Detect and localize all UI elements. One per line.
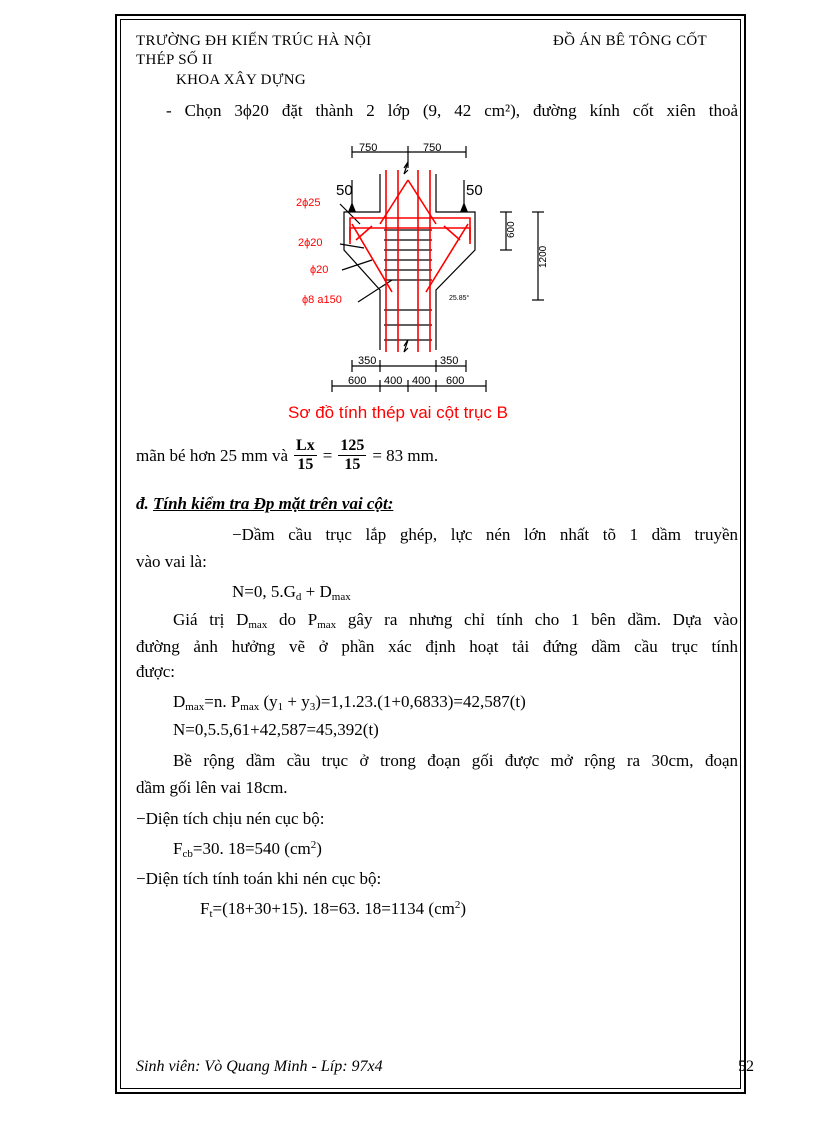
fraction-lx-num: Lx: [296, 437, 315, 454]
dim-bot-350-left: 350: [358, 355, 377, 367]
eq-dmax-part: + y: [283, 692, 310, 711]
equals-sign: =: [322, 445, 333, 465]
section-heading: [136, 494, 393, 514]
para1-line1: −Dầm cầu trục lắp ghép, lực nén lớn nhất tõ 1 dầm truyền: [232, 525, 738, 544]
rebar-diagram: [280, 140, 560, 400]
para2-sub: max: [248, 619, 268, 631]
area2-sup: 2: [454, 899, 461, 911]
para2-part: Giá trị D: [173, 610, 249, 629]
header-school: TRƯỜNG ĐH KIẾN TRÚC HÀ NỘI: [136, 33, 372, 49]
dim-bot-350-right: 350: [440, 355, 459, 367]
dim-bot-400-left: 400: [384, 375, 403, 387]
text-choose-rebar: - Chọn 3ϕ20 đặt thành 2 lớp (9, 42 cm²), đường kính cốt xiên thoả: [166, 101, 738, 120]
eq-n-part: + D: [301, 582, 332, 601]
area1-part: F: [173, 839, 183, 858]
fraction-lx-den: 15: [297, 456, 314, 473]
para2-part: do P: [267, 610, 318, 629]
figure-caption: Sơ đồ tính thép vai cột trục B: [288, 403, 508, 422]
equation-n2: N=0,5.5,61+42,587=45,392(t): [173, 720, 379, 739]
area1-sup: 2: [310, 839, 317, 851]
fraction-lx-15: [294, 437, 317, 474]
rebar-label-2phi25: 2ϕ25: [296, 197, 321, 209]
eq-dmax-part: D: [173, 692, 186, 711]
section-title: Tính kiểm tra Đp mặt trên vai cột:: [153, 494, 394, 513]
header-project: ĐỒ ÁN BÊ TÔNG CỐT: [553, 33, 707, 49]
load-arrow-right: [460, 202, 468, 212]
area1-part: ): [316, 839, 322, 858]
para2-line3: được:: [136, 662, 175, 681]
para2-part: gây ra nhưng chỉ tính cho 1 bên dầm. Dựa vào: [336, 610, 738, 629]
para2-line1: [173, 610, 738, 631]
para3-line1: Bề rộng dầm cầu trục ở trong đoạn gối được mở rộng ra 30cm, đoạn: [173, 751, 738, 770]
area2-part: F: [200, 899, 210, 918]
header-project-cont: THÉP SỐ II: [136, 52, 213, 68]
para3-line2: dầm gối lên vai 18cm.: [136, 778, 288, 797]
dim-bot-600-right: 600: [446, 375, 465, 387]
load-label-right: 50: [466, 182, 483, 199]
text-diameter-post: = 83 mm.: [372, 445, 439, 465]
eq-dmax-sub: max: [240, 701, 260, 713]
dim-bot-400-right: 400: [412, 375, 431, 387]
area1-equation: [173, 839, 322, 860]
dim-top-left: 750: [359, 142, 378, 154]
eq-dmax-sub: 3: [309, 701, 316, 713]
load-label-left: 50: [336, 182, 353, 199]
section-label: đ.: [136, 494, 149, 513]
fraction-125-15: [338, 437, 366, 474]
equation-n: [232, 582, 351, 603]
fraction-125-num: 125: [340, 437, 365, 454]
para2-sub: max: [317, 619, 337, 631]
load-arrow-left: [348, 202, 356, 212]
area1-part: =30. 18=540 (cm: [192, 839, 311, 858]
area2-label: −Diện tích tính toán khi nén cục bộ:: [136, 869, 382, 888]
dim-1200: 1200: [538, 245, 549, 268]
eq-n-part: N=0, 5.G: [232, 582, 296, 601]
rebar-label-2phi20: 2ϕ20: [298, 237, 323, 249]
footer-student: Sinh viên: Vò Quang Minh - Líp: 97x4: [136, 1058, 383, 1075]
header-faculty: KHOA XÂY DỰNG: [176, 72, 306, 88]
area2-part: =(18+30+15). 18=63. 18=1134 (cm: [212, 899, 455, 918]
rebar-label-phi20: ϕ20: [310, 264, 329, 276]
area2-equation: [200, 899, 466, 920]
eq-dmax-sub: 1: [277, 701, 284, 713]
eq-n-sub: d: [295, 591, 302, 603]
eq-dmax-part: (y: [259, 692, 278, 711]
area1-label: −Diện tích chịu nén cục bộ:: [136, 809, 325, 828]
rebar-label-phi8: ϕ8 a150: [302, 294, 342, 306]
eq-dmax-part: =n. P: [204, 692, 241, 711]
equation-dmax: [173, 692, 526, 713]
area2-part: ): [460, 899, 467, 918]
area1-sub: cb: [182, 848, 193, 860]
fraction-125-den: 15: [344, 456, 361, 473]
text-diameter-pre: mãn bé hơn 25 mm và: [136, 445, 289, 465]
para2-line2: đường ảnh hưởng vẽ ở phần xác định hoạt tải đứng dầm cầu trục tính: [136, 637, 738, 656]
eq-dmax-sub: max: [185, 701, 205, 713]
eq-dmax-part: )=1,1.23.(1+0,6833)=42,587(t): [315, 692, 526, 711]
dim-bot-600-left: 600: [348, 375, 367, 387]
eq-n-sub: max: [331, 591, 351, 603]
dim-top-right: 750: [423, 142, 442, 154]
page-number: 52: [738, 1058, 754, 1075]
area2-sub: t: [209, 908, 213, 920]
text-diameter-check: [136, 437, 438, 474]
dim-600: 600: [506, 221, 517, 238]
para1-line2: vào vai là:: [136, 552, 207, 571]
angle-label: 25.85°: [449, 295, 470, 302]
